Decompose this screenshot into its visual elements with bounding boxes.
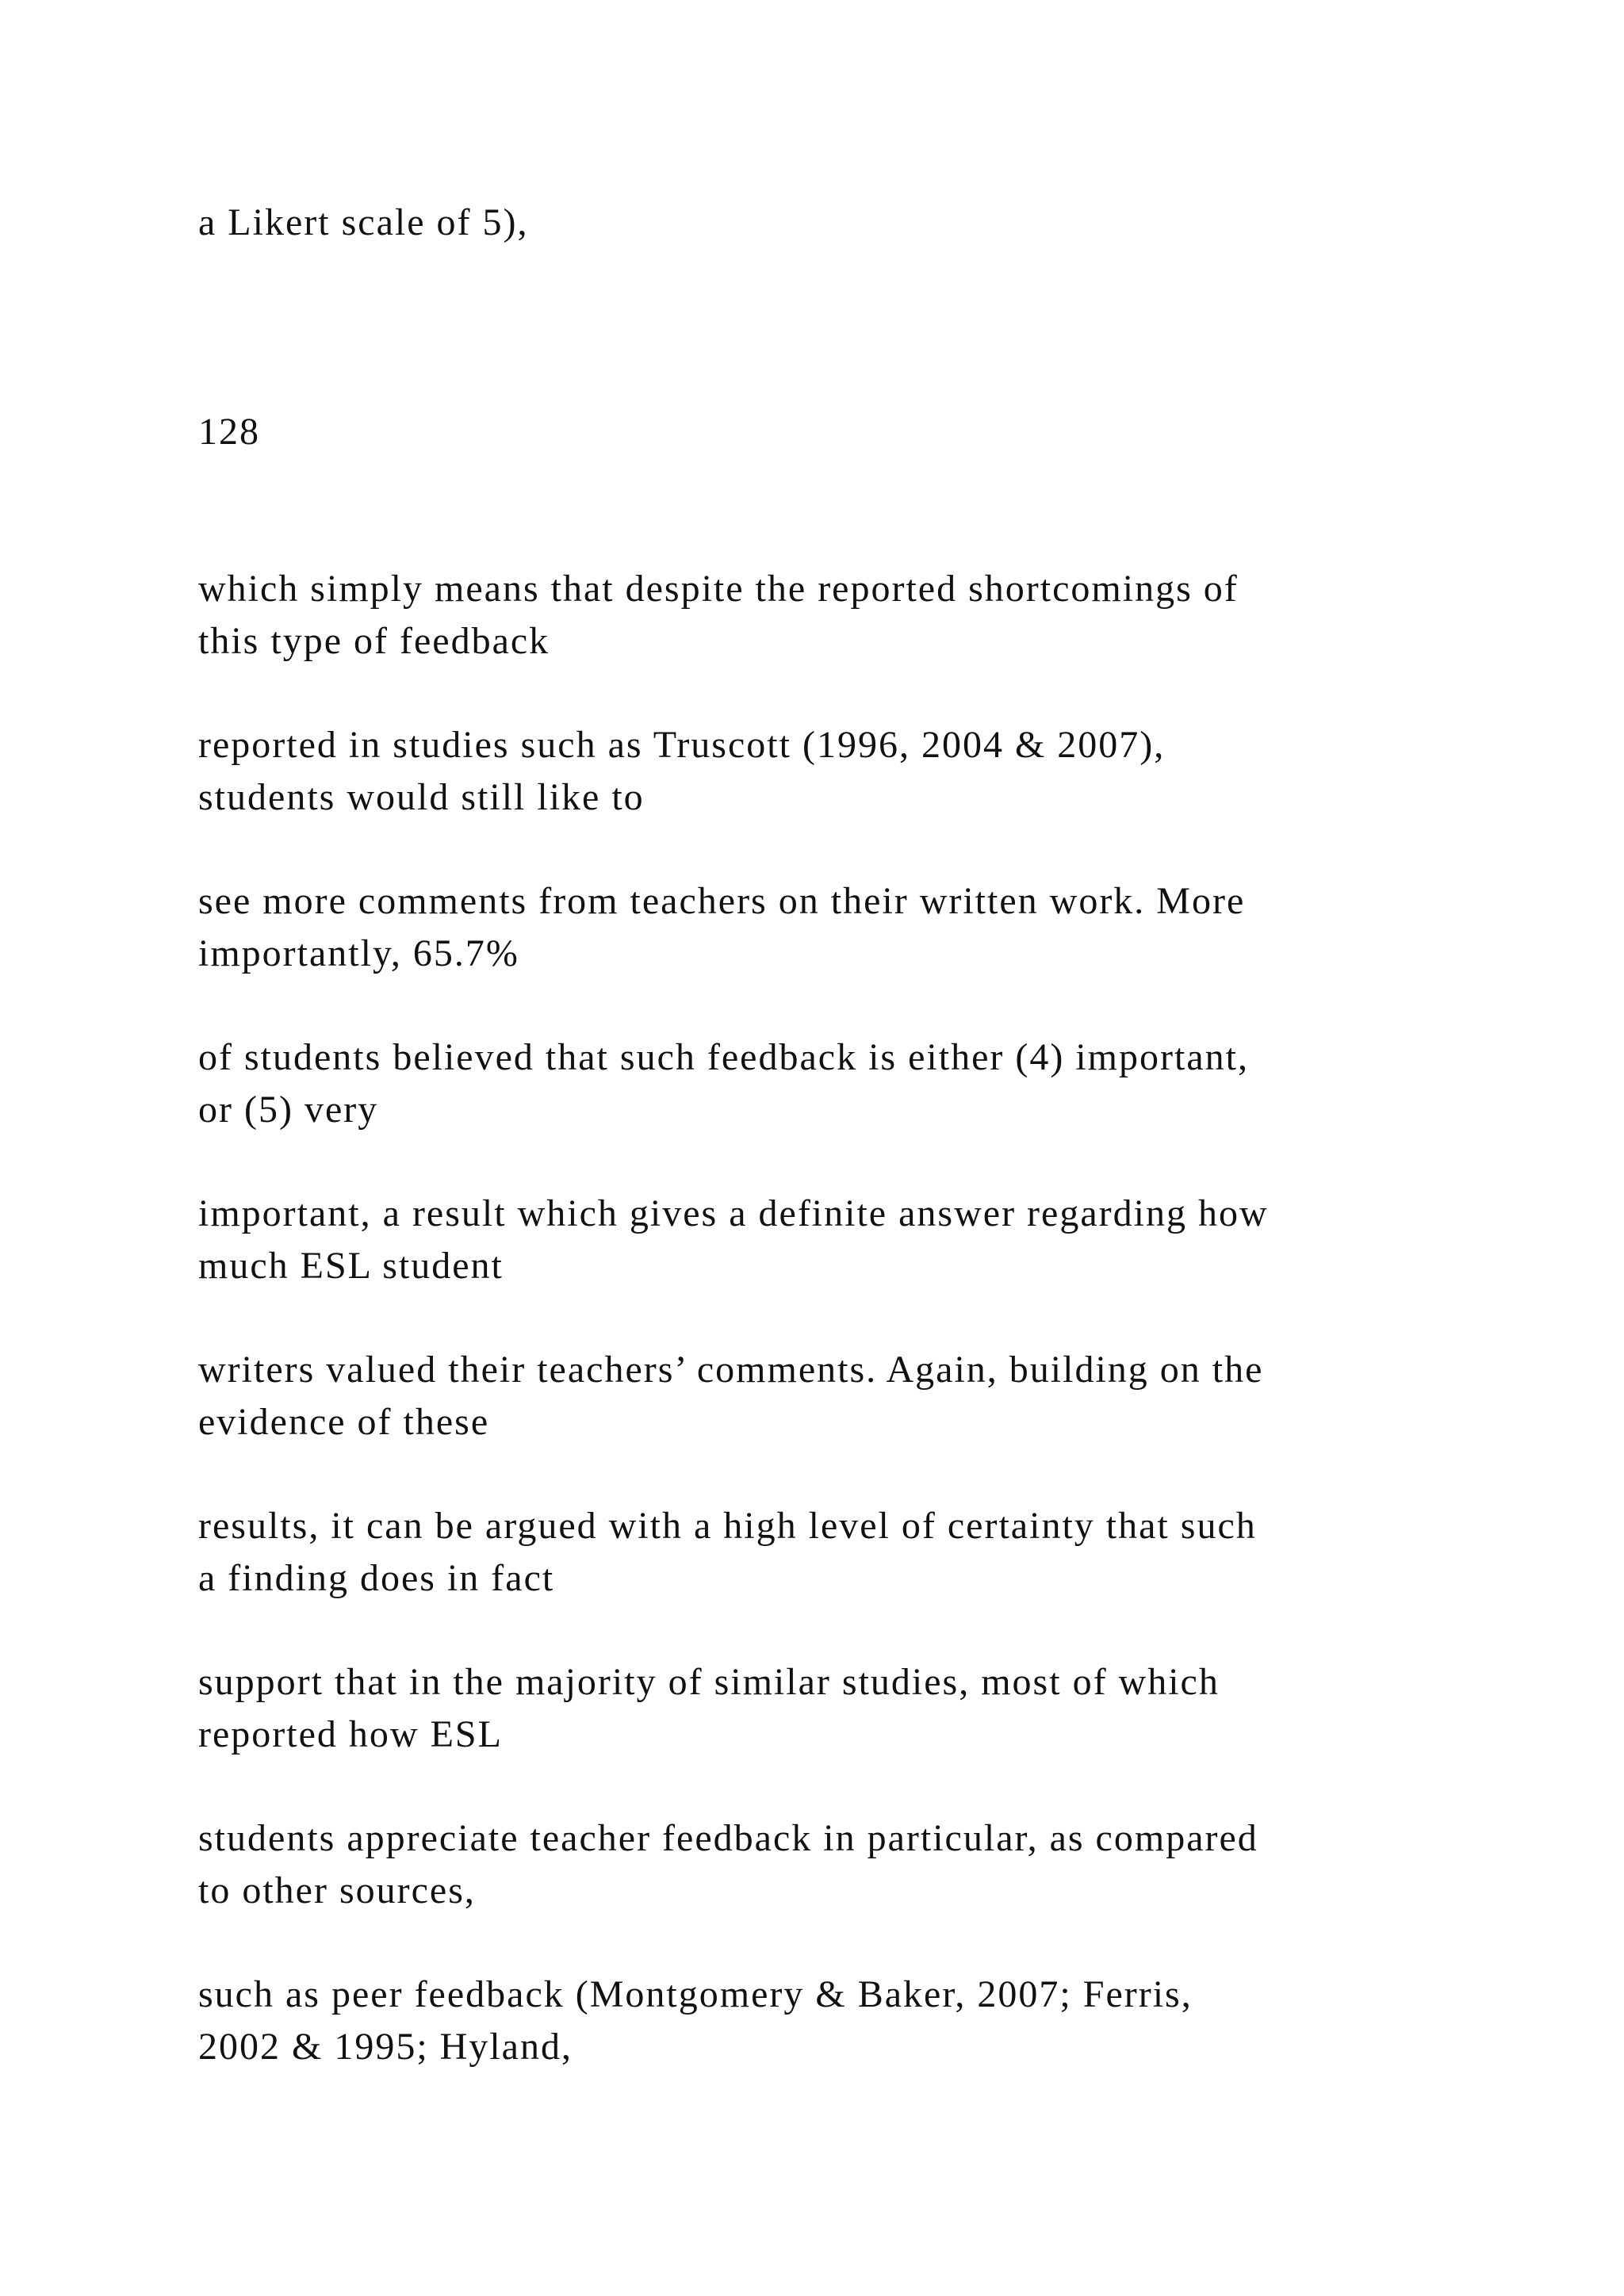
- text-line: which simply means that despite the reported shortcomings of: [198, 568, 1239, 610]
- text-line: to other sources,: [198, 1869, 476, 1911]
- text-line: reported how ESL: [198, 1713, 503, 1755]
- text-line: a Likert scale of 5),: [198, 201, 529, 243]
- text-line: of students believed that such feedback is either (4) important,: [198, 1036, 1249, 1078]
- text-line: evidence of these: [198, 1401, 490, 1443]
- text-line: a finding does in fact: [198, 1557, 555, 1599]
- text-line: reported in studies such as Truscott (1996, 2004 & 2007),: [198, 724, 1166, 766]
- text-line: see more comments from teachers on their written work. More: [198, 880, 1246, 922]
- page-number: 128: [198, 411, 260, 453]
- text-line: 2002 & 1995; Hyland,: [198, 2026, 573, 2068]
- text-line: much ESL student: [198, 1245, 504, 1287]
- text-line: students appreciate teacher feedback in particular, as compared: [198, 1817, 1258, 1859]
- text-line: important, a result which gives a definite answer regarding how: [198, 1192, 1269, 1234]
- text-line: results, it can be argued with a high level of certainty that such: [198, 1505, 1257, 1547]
- text-line: support that in the majority of similar studies, most of which: [198, 1661, 1220, 1703]
- text-line: importantly, 65.7%: [198, 932, 519, 974]
- text-line: such as peer feedback (Montgomery & Baker, 2007; Ferris,: [198, 1973, 1193, 2015]
- text-line: writers valued their teachers’ comments. Again, building on the: [198, 1349, 1264, 1391]
- text-line: this type of feedback: [198, 620, 550, 662]
- text-line: students would still like to: [198, 776, 645, 818]
- text-line: or (5) very: [198, 1089, 379, 1131]
